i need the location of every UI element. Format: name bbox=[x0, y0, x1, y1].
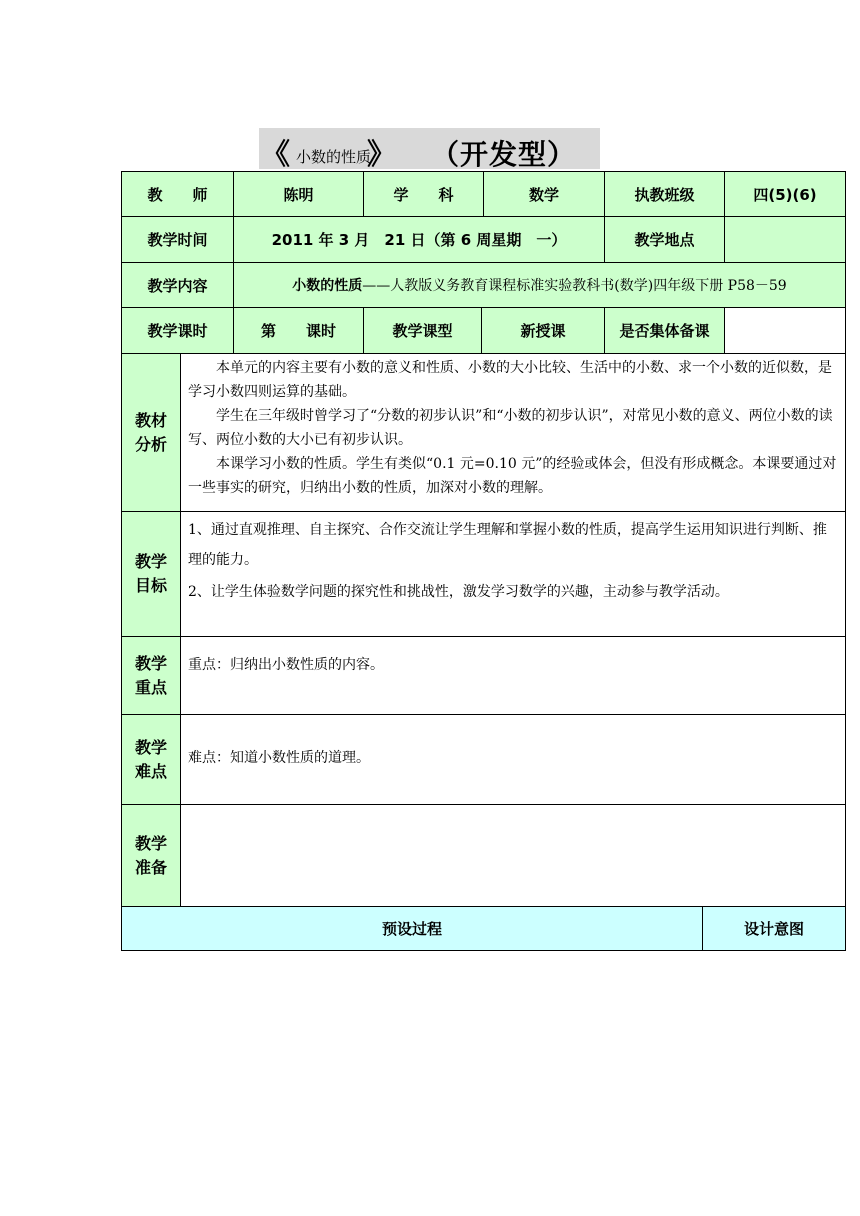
collective-value bbox=[724, 307, 846, 354]
preparation-content bbox=[180, 804, 846, 907]
preparation-label-line2: 准备 bbox=[134, 857, 167, 877]
key-point-label-line2: 重点 bbox=[134, 677, 167, 697]
place-label: 教学地点 bbox=[604, 216, 725, 263]
content-label: 教学内容 bbox=[121, 262, 234, 308]
collective-label: 是否集体备课 bbox=[604, 307, 725, 354]
analysis-paragraph: 本单元的内容主要有小数的意义和性质、小数的大小比较、生活中的小数、求一个小数的近似数，是学习小数四则运算的基础。 bbox=[188, 360, 832, 400]
analysis-label-line1: 教材 bbox=[134, 410, 167, 430]
table-row bbox=[121, 353, 846, 512]
table-row bbox=[121, 714, 846, 805]
goals-label bbox=[121, 511, 181, 637]
table-row bbox=[121, 906, 846, 951]
time-label: 教学时间 bbox=[121, 216, 234, 263]
title-close-bracket: 》 bbox=[367, 137, 397, 171]
content-topic: 小数的性质 bbox=[292, 278, 363, 294]
analysis-paragraph: 本课学习小数的性质。学生有类似“0.1 元=0.10 元”的经验或体会，但没有形成概念。本课要通过对一些事实的研究，归纳出小数的性质，加深对小数的理解。 bbox=[188, 456, 837, 496]
key-point-label-line1: 教学 bbox=[134, 653, 167, 673]
table-row bbox=[121, 307, 846, 354]
content-source: ——人教版义务教育课程标准实验教科书(数学)四年级下册 P58－59 bbox=[362, 278, 787, 294]
teacher-value: 陈明 bbox=[233, 171, 364, 217]
teacher-label: 教 师 bbox=[121, 171, 234, 217]
key-point-label bbox=[121, 636, 181, 715]
content-value bbox=[233, 262, 846, 308]
analysis-label bbox=[121, 353, 181, 512]
goals-label-line2: 目标 bbox=[134, 576, 167, 595]
difficulty-label-line2: 难点 bbox=[134, 761, 167, 781]
title-lesson-type: （开发型） bbox=[431, 138, 577, 171]
document-title bbox=[259, 128, 600, 169]
analysis-label-line2: 分析 bbox=[134, 434, 167, 454]
lesson-type-label: 教学课型 bbox=[363, 307, 482, 354]
difficulty-label-line1: 教学 bbox=[134, 737, 167, 757]
subject-value: 数学 bbox=[483, 171, 605, 217]
analysis-paragraph: 学生在三年级时曾学习了“分数的初步认识”和“小数的初步认识”，对常见小数的意义、两位小数的读写、两位小数的大小已有初步认识。 bbox=[188, 408, 833, 448]
period-value: 第 课时 bbox=[233, 307, 364, 354]
place-value bbox=[724, 216, 846, 263]
title-topic: 小数的性质 bbox=[296, 148, 372, 166]
class-label: 执教班级 bbox=[604, 171, 725, 217]
goal-item: 2、让学生体验数学问题的探究性和挑战性，激发学习数学的兴趣，主动参与教学活动。 bbox=[188, 584, 729, 600]
process-header: 预设过程 bbox=[121, 906, 703, 951]
table-row bbox=[121, 511, 846, 637]
goals-label-line1: 教学 bbox=[134, 552, 167, 571]
title-open-bracket: 《 bbox=[261, 137, 291, 171]
preparation-label-line1: 教学 bbox=[134, 833, 167, 853]
period-label: 教学课时 bbox=[121, 307, 234, 354]
table-row bbox=[121, 171, 846, 217]
table-row bbox=[121, 804, 846, 907]
goal-item: 1、通过直观推理、自主探究、合作交流让学生理解和掌握小数的性质，提高学生运用知识进行判断、推理的能力。 bbox=[188, 522, 827, 568]
table-row bbox=[121, 262, 846, 308]
analysis-content bbox=[180, 353, 846, 512]
subject-label: 学 科 bbox=[363, 171, 484, 217]
intent-header: 设计意图 bbox=[702, 906, 846, 951]
goals-content bbox=[180, 511, 846, 637]
lesson-type-value: 新授课 bbox=[481, 307, 605, 354]
difficulty-content: 难点：知道小数性质的道理。 bbox=[180, 714, 846, 805]
table-row bbox=[121, 636, 846, 715]
time-value: 2011 年 3 月 21 日（第 6 周星期 一） bbox=[233, 216, 605, 263]
table-row bbox=[121, 216, 846, 263]
class-value: 四(5)(6) bbox=[724, 171, 846, 217]
preparation-label bbox=[121, 804, 181, 907]
key-point-content: 重点：归纳出小数性质的内容。 bbox=[180, 636, 846, 715]
difficulty-label bbox=[121, 714, 181, 805]
